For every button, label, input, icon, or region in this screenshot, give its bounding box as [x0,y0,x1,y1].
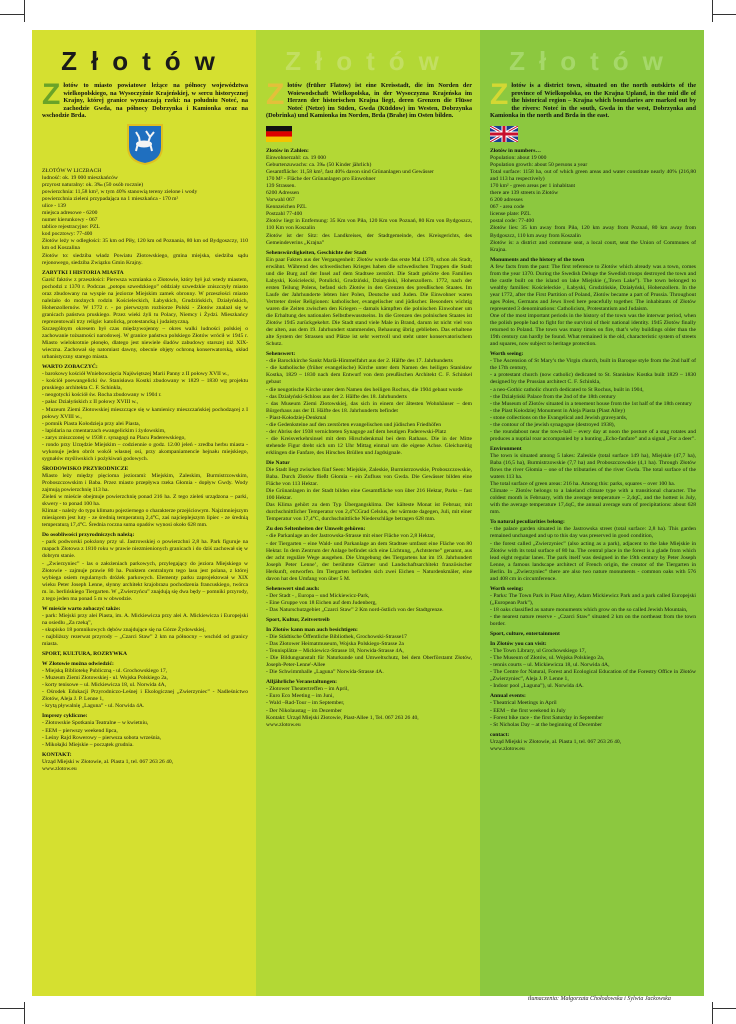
text-line: - the forest called „Zwierzyniec” (also acting as a park), adjacent to the lake Miejskie in Złotów with its total surface of 80 ha. The central place in the forest is a glade from which lead eight regular lanes. The park itself was designed in the 19th century by Peter Joseph Lenne, a famous landscape architect of French origin, the creator of the Tiergarten in Berlin. In „Zwierzyniec” there are also two nature monuments - common oaks with 576 and 408 cm in circumference. [490,540,696,582]
text-line: - Das Naturschutzgebiet „Czarci Staw” 2 Km nord-östlich von der Stadtgrenze. [266,606,444,613]
text-line: - Muzeum Ziemi Złotowskiej mieszczące się w kamienicy mieszczańskiej pochodzącej z I połowy XVIII w., [42,406,248,420]
text-line: ulice - 139 [42,203,66,210]
text-line: contact: [490,731,510,738]
text-line: - EEM – the first weekend in July [490,707,566,714]
text-line: Miasto leży między pięcioma jeziorami: Miejskim, Zaleskim, Burmistrzowskim, Proboszczowskim i Baba. Przez miasto przepływa rzeka Głomia - dopływ Gwdy. Wody zajmują powierzchnię 113 ha. [42,472,248,494]
text-line: Zieleń w mieście obejmuje powierzchnię ponad 216 ha. Z tego zieleń urządzona – parki, skwery - to ponad 100 ha. [42,494,248,508]
text-line: - Die Schwimmhalle „Laguna” Norwida-Strasse 4A. [266,669,384,676]
drop-cap: Z [490,78,509,111]
text-line: The total surface of green areas: 216 ha. Among this: parks, squares – over 100 ha. [490,481,676,488]
text-line: - der Tiergarten – eine Wald- und Parkanlage an dem Stadtsee umfasst eine Fläche von 80 Hektar. In dem Zentrum der Anlage befindet sich eine Lichtung, „Achtsterne” genannt, aus der acht reguläre Wege ausgehen. Die Umgebung des Tiergartens hat im 19. Jahrhundert Joseph Peter Lenne’, der berühmte Gärtner und Landschaftsarchitekt französischer Herkunft, entworfen. Im Tiergarten befinden sich zwei Eichen – Naturdenkmäler, eine davon hat den Umfang von über 5 M. [266,540,472,582]
text-line: Die Natur [266,459,290,466]
text-line: - Złotowskie Spotkania Teatralne – w kwietniu, [42,720,149,727]
text-line: Das Klima gehört zu dem Typ Übergangsklima. Der kälteste Monat ist Februar, mit durchschnittlicher Temperatur von 2,4°CGrad Celsius, der wärmste dagegen, Juli, mit einer Temperatur von 17,4°C, durchschnittliche Niederschläge betragen 628 mm. [266,502,472,523]
text-line: - Indoor pool „Laguna”), ul. Norwida 4A. [490,683,584,690]
text-line: license plate: PZL [490,211,531,218]
text-line: - neogotycki kościół św. Rocha zbudowany w 1904 r. [42,392,162,399]
body-text [490,148,696,753]
text-line: 6200 Adressen [266,190,300,197]
text-line: 6 200 adresses [490,197,523,204]
text-line: miejsca adresowe - 6200 [42,210,98,217]
text-line: Alljährliche Veranstaltungen: [266,679,338,686]
text-line: Sport, culture, entertainment [490,631,560,638]
text-line: - die Barockkirche Sankt Mariä-Himmelfahrt aus der 2. Hälfte des 17. Jahrhunderts [266,358,453,365]
text-line: - The Centre for Natural, Forest and Ecological Education of the Forestry Office in Złotów „Zwierzyniec”, Aleja J. P. Lenne 1, [490,669,696,683]
text-line: 170 km² - green areas per 1 inhabitant [490,183,576,190]
text-line: Złotów lies: 35 km away from Piła, 120 km away from Poznań, 80 km away from Bydgoszcz, 110 km away from Koszalin [490,225,696,239]
drop-cap: Z [42,78,61,111]
text-line: - pomnik Piasta Kołodzieja przy alei Piasta, [42,420,141,427]
text-line: Złotów is: a district and commune seat, a local court, seat the Union of Communes of Krajna. [490,239,696,253]
text-line: - Theatrical Meetings in April [490,700,557,707]
text-line: - Piast-Kołodziej-Denkmal [266,414,327,421]
text-line: - die Parkanlage an der Jastrowska-Strasse mit einer Fläche von 2,8 Hektar, [266,533,435,540]
text-line: numer kierunkowy - 067 [42,217,98,224]
text-line: Złotów to: siedziba władz Powiatu Złotowskiego, gmina miejska, siedziba sądu rejonowego, siedziba Związku Gmin Krajny. [42,252,248,266]
page-title: Złotów [61,46,229,76]
text-line: Geburtenzuwachs: ca. 3‰ (50 Kinder jährlich) [266,162,372,169]
text-line: - tennis courts – ul. Mickiewicza 18, ul. Norwida 4A, [490,662,610,669]
body-text [266,148,472,729]
text-line: - lapidaria na cmentarzach ewangelickim i żydowskim, [42,427,166,434]
flag-row [490,124,696,144]
text-line: - the palace garden situated in the Jastrowska street (total surface: 2,8 ha). This garden remained unchanged and up to this day was preserved in good condition, [490,526,696,540]
crop-mark [0,14,24,15]
text-line: 139 Strassen. [266,183,296,190]
text-line[interactable]: www.zlotow.eu [490,745,525,752]
text-line: - die Gedenksteine auf den zerstörten evangelischen und jüdischen Friedhöfen [266,421,442,428]
text-line: - the roundabout near the town-hall – every day at noon the posture of a stag rotates and produces a nuptial roar accompanied by a hunting „Echo-fanfare” and a signal „For a deer”. [490,428,696,442]
text-line: Die Grünanlagen in der Stadt bilden eine Gesamtfläche von über 216 Hektar, Parks – fast 100 Hektar. [266,488,472,502]
intro-text [266,78,472,120]
text-line: - die katholische (früher evangelische) Kirche unter dem Namen des heiligen Stanisław Kostka, 1829 – 1830 nach dem Entwurf von dem preußischen Architekt C. F. Schinkel gebaut [266,365,472,386]
text-line: powierzchnia zieleni przypadająca na 1 mieszkańca - 170 m² [42,196,179,203]
translation-credit: tłumaczenia: Małgorzata Chołodowska i Sylwia Jackowska [528,996,671,1002]
text-line: - the Piast Kołodziej Monument in Aleja Piasta (Piast Alley) [490,407,626,414]
column-english [480,30,704,996]
body-text [42,168,248,773]
text-line: Population: about 19 000 [490,155,547,162]
text-line: Environment [490,445,522,452]
crop-mark [712,1008,736,1009]
text-line: - skupisko 18 pomnikowych dębów znajdujące się na Górze Żydowskiej, [42,626,206,633]
text-line: - Das Złotower Heimatmuseum, Wojska Polskiego-Strasse 2a [266,641,404,648]
text-line[interactable]: www.zlotow.eu [42,765,77,772]
text-line: - Muzeum Ziemi Złotowskiej - ul. Wojska Polskiego 2a, [42,675,168,682]
coat-of-arms [42,122,248,166]
text-line: Sport, Kultur, Zeitvertreib [266,616,330,623]
text-line: Szczególnym okresem był czas międzywojenny – okres walki ludności polskiej o zachowanie tożsamości narodowej. W granice państwa polskiego Złotów wrócił w 1945 r. Miasto wielokrotnie płonęło, dlatego jest niewiele śladów zabudowy starszej niż XIX-wieczna. Zachował się natomiast dawny, obecnie objęty ochroną konserwatorską, układ urbanistyczny starego miasta. [42,326,248,361]
text-line: Sehenswert sind auch: [266,585,320,592]
text-line: Ein paar Fakten aus der Vergangenheit: Złotów wurde das erste Mal 1370, schon als Stadt, erwähnt. Während des schwedischen Krieges haben die schwedischen Truppen die Stadt und die Burg auf der Insel auf dem Stadtsee zerstört. Die Stadt gehörte den Familien Łabyski, Kościelecki, Potulicki, Grudziński, Działyński, Hohenzollern. 1772, nach der ersten Teilung Polens, befand sich Złotów in den Grenzen des preußischen Staates. Im Laufe der Jahrhunderte lebten hier Polen, Deutsche und Juden. Die Einwohner waren Vertreter dreier Religionen: katholischer, evangelischer und jüdischer. Besonders wichtig waren die Zeiten zwischen den Kriegen – damals kämpften die polnischen Einwohner um die Erhaltung des nationalen Selbstbewusstseins. In die Grenzen des polnischen Staates ist Złotów 1945 zurückgekehrt. Die Stadt stand viele Male in Brand, darum ist nicht viel von der alten, aus dem 19. Jahrhundert stammenden, Behauung übrig geblieben. Das erhaltene alte System der Strassen und Plätze ist sehr wertvoll und steht unter konservatorischem Schutz. [266,256,472,348]
text-line: - korty tenisowe – ul. Mickiewicza 18, ul. Norwida 4A, [42,682,167,689]
text-line: Klimat - należy do typu klimatu pojeziernego o charakterze przejściowym. Najzimniejszym miesiącem jest luty - ze średnią temperaturą 2,4°C, zaś najcieplejszym lipiec - ze średnią temperaturą 17,4°C. Średnia roczna suma opadów wynosi około 628 mm. [42,508,248,529]
intro-body: łotów (früher Flatow) ist eine Kreisstadt, die im Norden der Woiewodschaft Wielkopolska, in der Wysoczyzna Krajeńska im Herzen der historischen Krajna liegt, deren Grenzen die Flüsse Noteć (Netze) im Süden, Gwda (Küddow) im Westen, Dobrzynka (Dobrinka) und Kamionka im Norden, Brda (Brahe) im Osten bilden. [266,82,472,120]
text-line: - Der Stadt - , Europa – und Mickiewicz-Park, [266,592,370,599]
text-line: - a protestant church (now catholic) dedicated to St. Stanisław Kostka built 1829 – 1830 designed by the Prussian architect C. F. Schinkla, [490,372,696,386]
text-line: - Forest bike race - the first Saturday in September [490,714,604,721]
text-line: In Złotów you can visit: [490,641,547,648]
text-line: Total surface: 1158 ha, out of which green areas and water constitute nearly 40% (216,80 and 113 ha respectively) [490,169,696,183]
text-line: - die neugotische Kirche unter dem Namen des heiligen Rochus, die 1904 gebaut wurde [266,386,463,393]
text-line: - the Museum of Złotów situated in a tenement house from the 1st half of the 18th century [490,400,692,407]
column-polish [32,30,256,996]
crop-mark [712,14,736,15]
text-line: ŚRODOWISKO PRZYRODNICZE [42,465,129,472]
text-line: - krytą pływalnię „Laguna” - ul. Norwida 4A. [42,703,145,710]
page-title: Złotów [285,46,453,76]
crop-mark [712,1002,713,1024]
text-line: WARTO ZOBACZYĆ: [42,364,98,371]
text-line: Złotów leży w odległości: 35 km od Piły, 120 km od Poznania, 80 km od Bydgoszczy, 110 km od Koszalina [42,238,248,252]
text-line: - 18 oaks classified as nature monuments which grow on the so called Jewish Mountain, [490,606,688,613]
intro-text [42,78,248,120]
column-german [256,30,480,996]
text-line: - zarys zniszczonej w 1938 r. synagogi na Placu Paderewskiego, [42,434,186,441]
text-line: - kościół poewangelicki św. Stanisława Kostki zbudowany w 1829 – 1830 wg projektu pruskiego architekta C. F. Schinkla, [42,378,248,392]
text-line: The town is situated among 5 lakes: Zaleskie (total surface 149 ha), Miejskie (47,7 ha), Baba (16,5 ha), Burmistrzowskie (7,7 ha) and Proboszczowskie (4,1 ha). Through Złotów flows the river Głomia – one of the tributaries of the river Gwda. The total surface of the waters 113 ha. [490,452,696,481]
text-line: powierzchnia: 11,58 km², w tym 40% stanowią tereny zielone i wody [42,189,198,196]
deer-emblem-icon [126,123,164,165]
text-line: Do osobliwości przyrodniczych należą: [42,532,135,539]
text-line: - park podworski położony przy ul. Jastrowskiej o powierzchni 2,8 ha. Park figuruje na mapach Złotowa z 1810 roku w prawie niezmienionych granicach i do dziś zachował się w dobrym stanie. [42,539,248,560]
text-line: - Złotower Theatertreffen – im April, [266,686,349,693]
text-line: - The Ascension of St Mary’s the Virgin church, built in Baroque style from the 2nd half of the 17th century, [490,358,696,372]
text-line: - das Museum Ziemi Złotowskiej, das sich in einem der ältesten Wohnhäuser – dem Bürgerhaus aus der II. Hälfte des 18. Jahrhunderts befindet [266,400,472,414]
text-line: Die Stadt liegt zwischen fünf Seen: Miejskie, Zaleskie, Burmistrzowskie, Proboszczowskie, Baba. Durch Złotów fließt Głomia – ein Zufluss von Gwda. Die Gewässer bilden eine Fläche von 113 Hektar. [266,467,472,488]
text-line: In Złotów kann man auch besichtigen: [266,627,358,634]
text-line: - najbliższy rezerwat przyrody – „Czarci Staw” 2 km na północny – wschód od granicy miasta. [42,633,248,648]
text-line: - Euro Eco Meeting – im Juni, [266,693,334,700]
text-line: 067 - area code [490,204,525,211]
text-line: - the nearest nature reserve - „Czarci Staw” situated 2 km on the northeast from the town border. [490,613,696,628]
text-line: Kennzeichen PZL [266,204,307,211]
text-line: postal code: 77-400 [490,218,535,225]
text-line: One of the most important periods in the history of the town was the interwar period, when the polish people had to fight for the survival of their national identity. 1945 Złotów finally returned to Poland. The town was many times on fire, that’s why buildings older than the 19th century can hardly be found. What remained is the old, characteristic system of streets and squares, now subject to heritage protection. [490,313,696,348]
text-line: - The Museum of Złotów, ul. Wojska Polskiego 2a, [490,655,605,662]
text-line: Postzahl 77-400 [266,211,303,218]
text-line: - „Zwierzyniec” - las o założeniach parkowych, przylegający do jeziora Miejskiego w Złotowie - zajmuje prawie 80 ha. Punktem centralnym tego lasu jest polana, z której wybiega osiem regularnych dróżek parkowych. Elementy parku zaprojektował w XIX wieku Peter Joseph Lenne, słynny architekt krajobrazu pochodzenia francuskiego, twórca m. in. berlińskiego Tiergarten. W „Zwierzyńcu” znajdują się dwa będy – pomniki przyrody, z tego jeden ma ponad 5 m w obwodzie. [42,560,248,602]
text-line: - Die Städtische Öffentliche Bibliothek, Grochowski-Strasse17 [266,634,407,641]
text-line: - barokowy kościół Wniebowzięcia Najświętszej Marii Panny z II połowy XVII w., [42,371,229,378]
page-title: Złotów [509,46,677,76]
flag-row [266,124,472,144]
text-line: - Miejską Bibliotekę Publiczną - ul. Grochowskiego 17, [42,668,168,675]
text-line: W mieście warto zobaczyć także: [42,605,121,612]
text-line: - Tennisplätze – Mickiewicz-Strasse 18, Norwida-Strasse 4A, [266,648,404,655]
text-line: To natural peculiarities belong: [490,519,565,526]
text-line: Sehenswürdigkeiten, Geschichte der Stadt [266,249,367,256]
text-line: - stone collections on the Evangelical and Jewish graveyards, [490,414,628,421]
text-line: Gesamtfläche: 11,58 km², fast 40% davon sind Grünanlagen und Gewässer [266,169,434,176]
text-line: ZŁOTÓW W LICZBACH [42,167,102,174]
text-line: - park: Miejski przy alei Piasta, im. A. Mickiewicza przy alei A. Mickiewicza i Europejski na osiedlu „Za rzeką”, [42,612,248,626]
text-line: - rondo przy Urzędzie Miejskim – codziennie o godz. 12.00 jeleń - zredba herbu miasta - wykonuje jeden obrót wokół własnej osi, przy akompaniamencie hejnału miejskiego, sygnałów myśliwskich i pożykiwań godowych. [42,441,248,462]
text-line: - pałac Działyńskich z II połowy XVIII w., [42,399,139,406]
text-line[interactable]: www.zlotow.eu [266,721,301,728]
text-line: - the contour of the jewish synagogue (destroyed 1938), [490,421,616,428]
text-line: KONTAKT: [42,751,72,758]
text-line: Imprezy cykliczne: [42,713,88,720]
text-line: - Leśny Rajd Rowerowy – pierwsza sobota września, [42,734,161,741]
text-line: Einwohnerzahl: ca. 19 000 [266,155,326,162]
text-line: Vorwahl 067 [266,197,295,204]
text-line: Climate – Złotów belongs to a lakeland climate type with a transitional character. The coldest month is February, with the average temperature – 2,4qC, and the hottest is July, with the average temperature 17,4qC, the annual average sum of precipitations: about 628 mm. [490,488,696,516]
text-line: Złotów in numbers… [490,147,541,154]
text-line: - St Nicholas Day – at the beginning of December [490,721,602,728]
text-line: ludność: ok. 19 000 mieszkańców [42,175,118,182]
text-line: tablice rejestracyjne: PZL [42,224,100,231]
uk-flag-icon [490,126,518,142]
text-line: Złotów in Zahlen: [266,147,309,154]
text-line: Population growth: about 50 persons a year [490,162,588,169]
text-line: Złotów ist der Sitz: des Landkreises, der Stadtgemeinde, des Kreisgerichts, des Gemeindeverins „Krajna” [266,232,472,246]
text-line: Kontakt: Urząd Miejski Złotowie, Piast-Allee 1, Tel. 067 263 26 40, [266,714,419,721]
text-line: - EEM – pierwszy weekend lipca, [42,727,118,734]
crop-mark [24,0,25,22]
text-line: kod pocztowy: 77-400 [42,231,93,238]
text-line: - die Kreisverkehrsinsel mit dem Hirschdenkmal bei dem Rathaus. Die in der Mitte stehende Figur dreht sich um 12 Uhr Mittag einmal um die eigene Achse. Gleichzeitig erklingen die Fanfare, des Hirsches Brüllen und Jagdsignale. [266,435,472,456]
text-line: Sehenswert: [266,351,296,358]
text-line: A few facts from the past: The first reference to Złotów which already was a town, comes from the year 1370. During the Swedish Deluge the Swedish troops destroyed the town and the castle built on the island on lake Miejskie („Town Lake”). The town belonged to wealthy families: Kościeleckie , Łabyski, Grudzińskie, Działyński, Hohenzollern. In the year 1772, after the First Partition of Poland, Złotów became a part of Prussia. Throughout ages Poles, Germans and Jews lived here peacefully together. The inhabitants of Złotów represented 3 denominations: Catholicism, Protestantism and Judaism. [490,263,696,312]
text-line: - das Działyński-Schloss aus der 2. Hälfte des 18. Jahrhunderts [266,393,407,400]
text-line: - Wald –Rad-Tour – im September, [266,700,345,707]
text-line: - The Town Library, ul Grochowskiego 17, [490,648,586,655]
text-line: - the Działyński Palace from the 2nd of the 18th century [490,393,616,400]
text-line: przyrost naturalny: ok. 3‰ (50 osób rocznie) [42,182,144,189]
crop-mark [24,1002,25,1024]
text-line: there are 139 streets in Złotów [490,190,559,197]
text-line: - a neo-Gothic catholic church dedicated to St Rochus, built in 1904, [490,386,644,393]
text-line: Monuments and the history of the town [490,256,585,263]
text-line: - Eine Gruppe von 18 Eichen auf dem Judenberg, [266,599,377,606]
crop-mark [0,1008,24,1009]
text-line: - der Abriss der 1938 vernichteten Synagoge auf dem heutigen Paderewski-Platz [266,428,447,435]
intro-body: łotów is a district town, situated on the north outskirts of the province of Wielkopolska, on the Krajna Upland, in the mid dle of the historical region – Krajna which boundaries are marked out by the rivers: Noteć in the south, Gwda in the west, Dobrzynka and Kamionka in the north and Brda in the east. [490,82,696,120]
text-line: Worth seeing: [490,585,524,592]
text-line: - Die Bildungsanstalt für Naturkunde und Umweltschutz, bei dem Oberförstamt Złotów, Joseph-Peter-Lenne'-Allee [266,655,472,669]
text-line: Annual events: [490,693,526,700]
drop-cap: Z [266,78,285,111]
intro-text [490,78,696,120]
intro-body: łotów to miasto powiatowe leżące na północy województwa wielkopolskiego, na Wysoczyźnie Krajeńskiej, w sercu historycznej Krajny, której granice wyznaczają rzeki: na południu Noteć, na zachodzie Gwda, na północy Dobrzynka i Kamionka oraz na wschodzie Brda. [42,82,248,120]
text-line: W Złotowie można odwiedzić: [42,661,114,668]
text-line: SPORT, KULTURA, ROZRYWKA [42,651,128,658]
text-line: ZABYTKI I HISTORIA MIASTA [42,269,124,276]
crop-mark [712,0,713,22]
text-line: - Mikołajki Miejskie – początek grudnia. [42,741,134,748]
text-line: - Ośrodek Edukacji Przyrodniczo-Leśnej i Ekologicznej „Zwierzyniec” - Nadleśnictwo Złotów, Aleja J. P. Lenne 1, [42,689,248,703]
text-line: - Parks: The Town Park in Piast Alley, Adam Mickiewicz Park and a park called Europejski („European Park”), [490,592,696,606]
text-line: Worth seeing: [490,351,524,358]
text-line: 170 M² - Fläche der Grünanlagen pro Einwohner [266,176,376,183]
text-line: Urząd Miejski w Złotowie, al. Piasta 1, tel. 067 263 26 40, [490,738,622,745]
text-line: Urząd Miejski w Złotowie, al. Piasta 1, tel. 067 263 26 40, [42,758,174,765]
text-line: Garść faktów z przeszłości: Pierwsza wzmianka o Złotowie, który był już wtedy miastem, pochodzi z 1370 r. Podczas „potopu szwedzkiego” oddziały szwedzkie zniszczyły miasto oraz zbudowany na wyspie na jeziorze Miejskim zamek obronny. W przeszłości miasto należało do możnych rodzin Kościeleckich, Łabyskich, Grudzińskich, Działyńskich, Hohenzollernów. W 1772 r. - po pierwszym rozbiorze Polski - Złotów znalazł się w granicach państwa pruskiego. Przez wieki żyli tu Polacy, Niemcy i Żydzi. Mieszkańcy reprezentowali trzy religie: katolicką, protestancką i judaistyczną. [42,276,248,325]
text-line: Złotów liegt in Entfernung: 35 Km von Piła, 120 Km von Poznań, 80 Km von Bydgoszcz, 110 Km von Koszalin [266,218,472,232]
text-line: Zu den Seltenheiten der Umwelt gehören: [266,526,366,533]
german-flag-icon [266,126,292,142]
text-line: - Der Nikolaustag – im Dezember [266,707,342,714]
